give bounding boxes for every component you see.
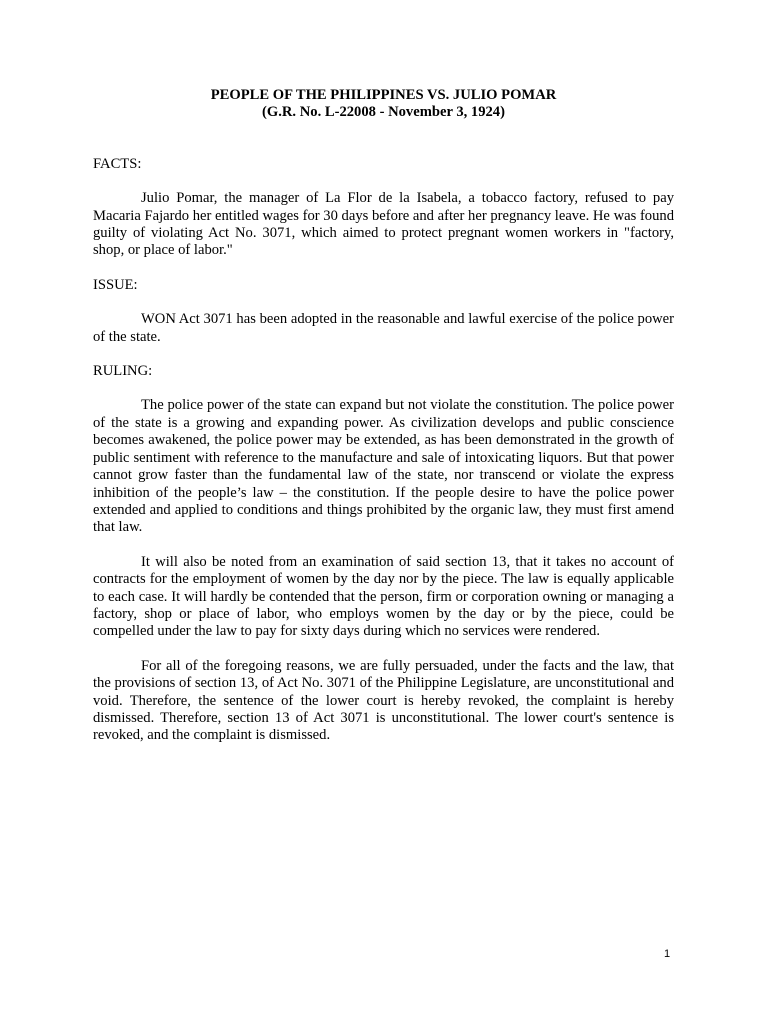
case-citation: (G.R. No. L-22008 - November 3, 1924) xyxy=(262,104,505,121)
ruling-heading: RULING: xyxy=(93,363,153,380)
issue-paragraph: WON Act 3071 has been adopted in the reasonable and lawful exercise of the police power of the state. xyxy=(93,311,674,345)
facts-paragraph: Julio Pomar, the manager of La Flor de la Isabela, a tobacco factory, refused to pay Macaria Fajardo her entitled wages for 30 days before and after her pregnancy leave. He was found guilty of violating Act No. 3071, which aimed to protect pregnant women workers in "factory, shop, or place of labor." xyxy=(93,190,674,259)
case-title: PEOPLE OF THE PHILIPPINES VS. JULIO POMAR xyxy=(210,87,557,103)
ruling-paragraph-3: For all of the foregoing reasons, we are fully persuaded, under the facts and the law, that the provisions of section 13, of Act No. 3071 of the Philippine Legislature, are unconstitutional and void. Therefore, the sentence of the lower court is hereby revoked, the complaint is hereby dismissed. Therefore, section 13 of Act 3071 is unconstitutional. The lower court's sentence is revoked, and the complaint is dismissed. xyxy=(93,657,674,744)
issue-heading: ISSUE: xyxy=(93,276,138,293)
document-body xyxy=(93,87,674,745)
ruling-paragraph-2: It will also be noted from an examination of said section 13, that it takes no account of contracts for the employment of women by the day nor by the piece. The law is equally applicable to each case. It will hardly be contended that the person, firm or corporation owning or managing a factory, shop or place of labor, who employs women by the day or by the piece, could be compelled under the law to pay for sixty days during which no services were rendered. xyxy=(93,553,674,640)
page-number: 1 xyxy=(664,948,671,960)
facts-heading: FACTS: xyxy=(93,155,142,172)
ruling-paragraph-1: The police power of the state can expand but not violate the constitution. The police power of the state is a growing and expanding power. As civilization develops and public conscience becomes awakened, the police power may be extended, as has been demonstrated in the growth of public sentiment with reference to the manufacture and sale of intoxicating liquors. But that power cannot grow faster than the fundamental law of the state, nor transcend or violate the express inhibition of the people’s law – the constitution. If the people desire to have the police power extended and applied to conditions and things prohibited by the organic law, they must first amend that law. xyxy=(93,397,674,536)
